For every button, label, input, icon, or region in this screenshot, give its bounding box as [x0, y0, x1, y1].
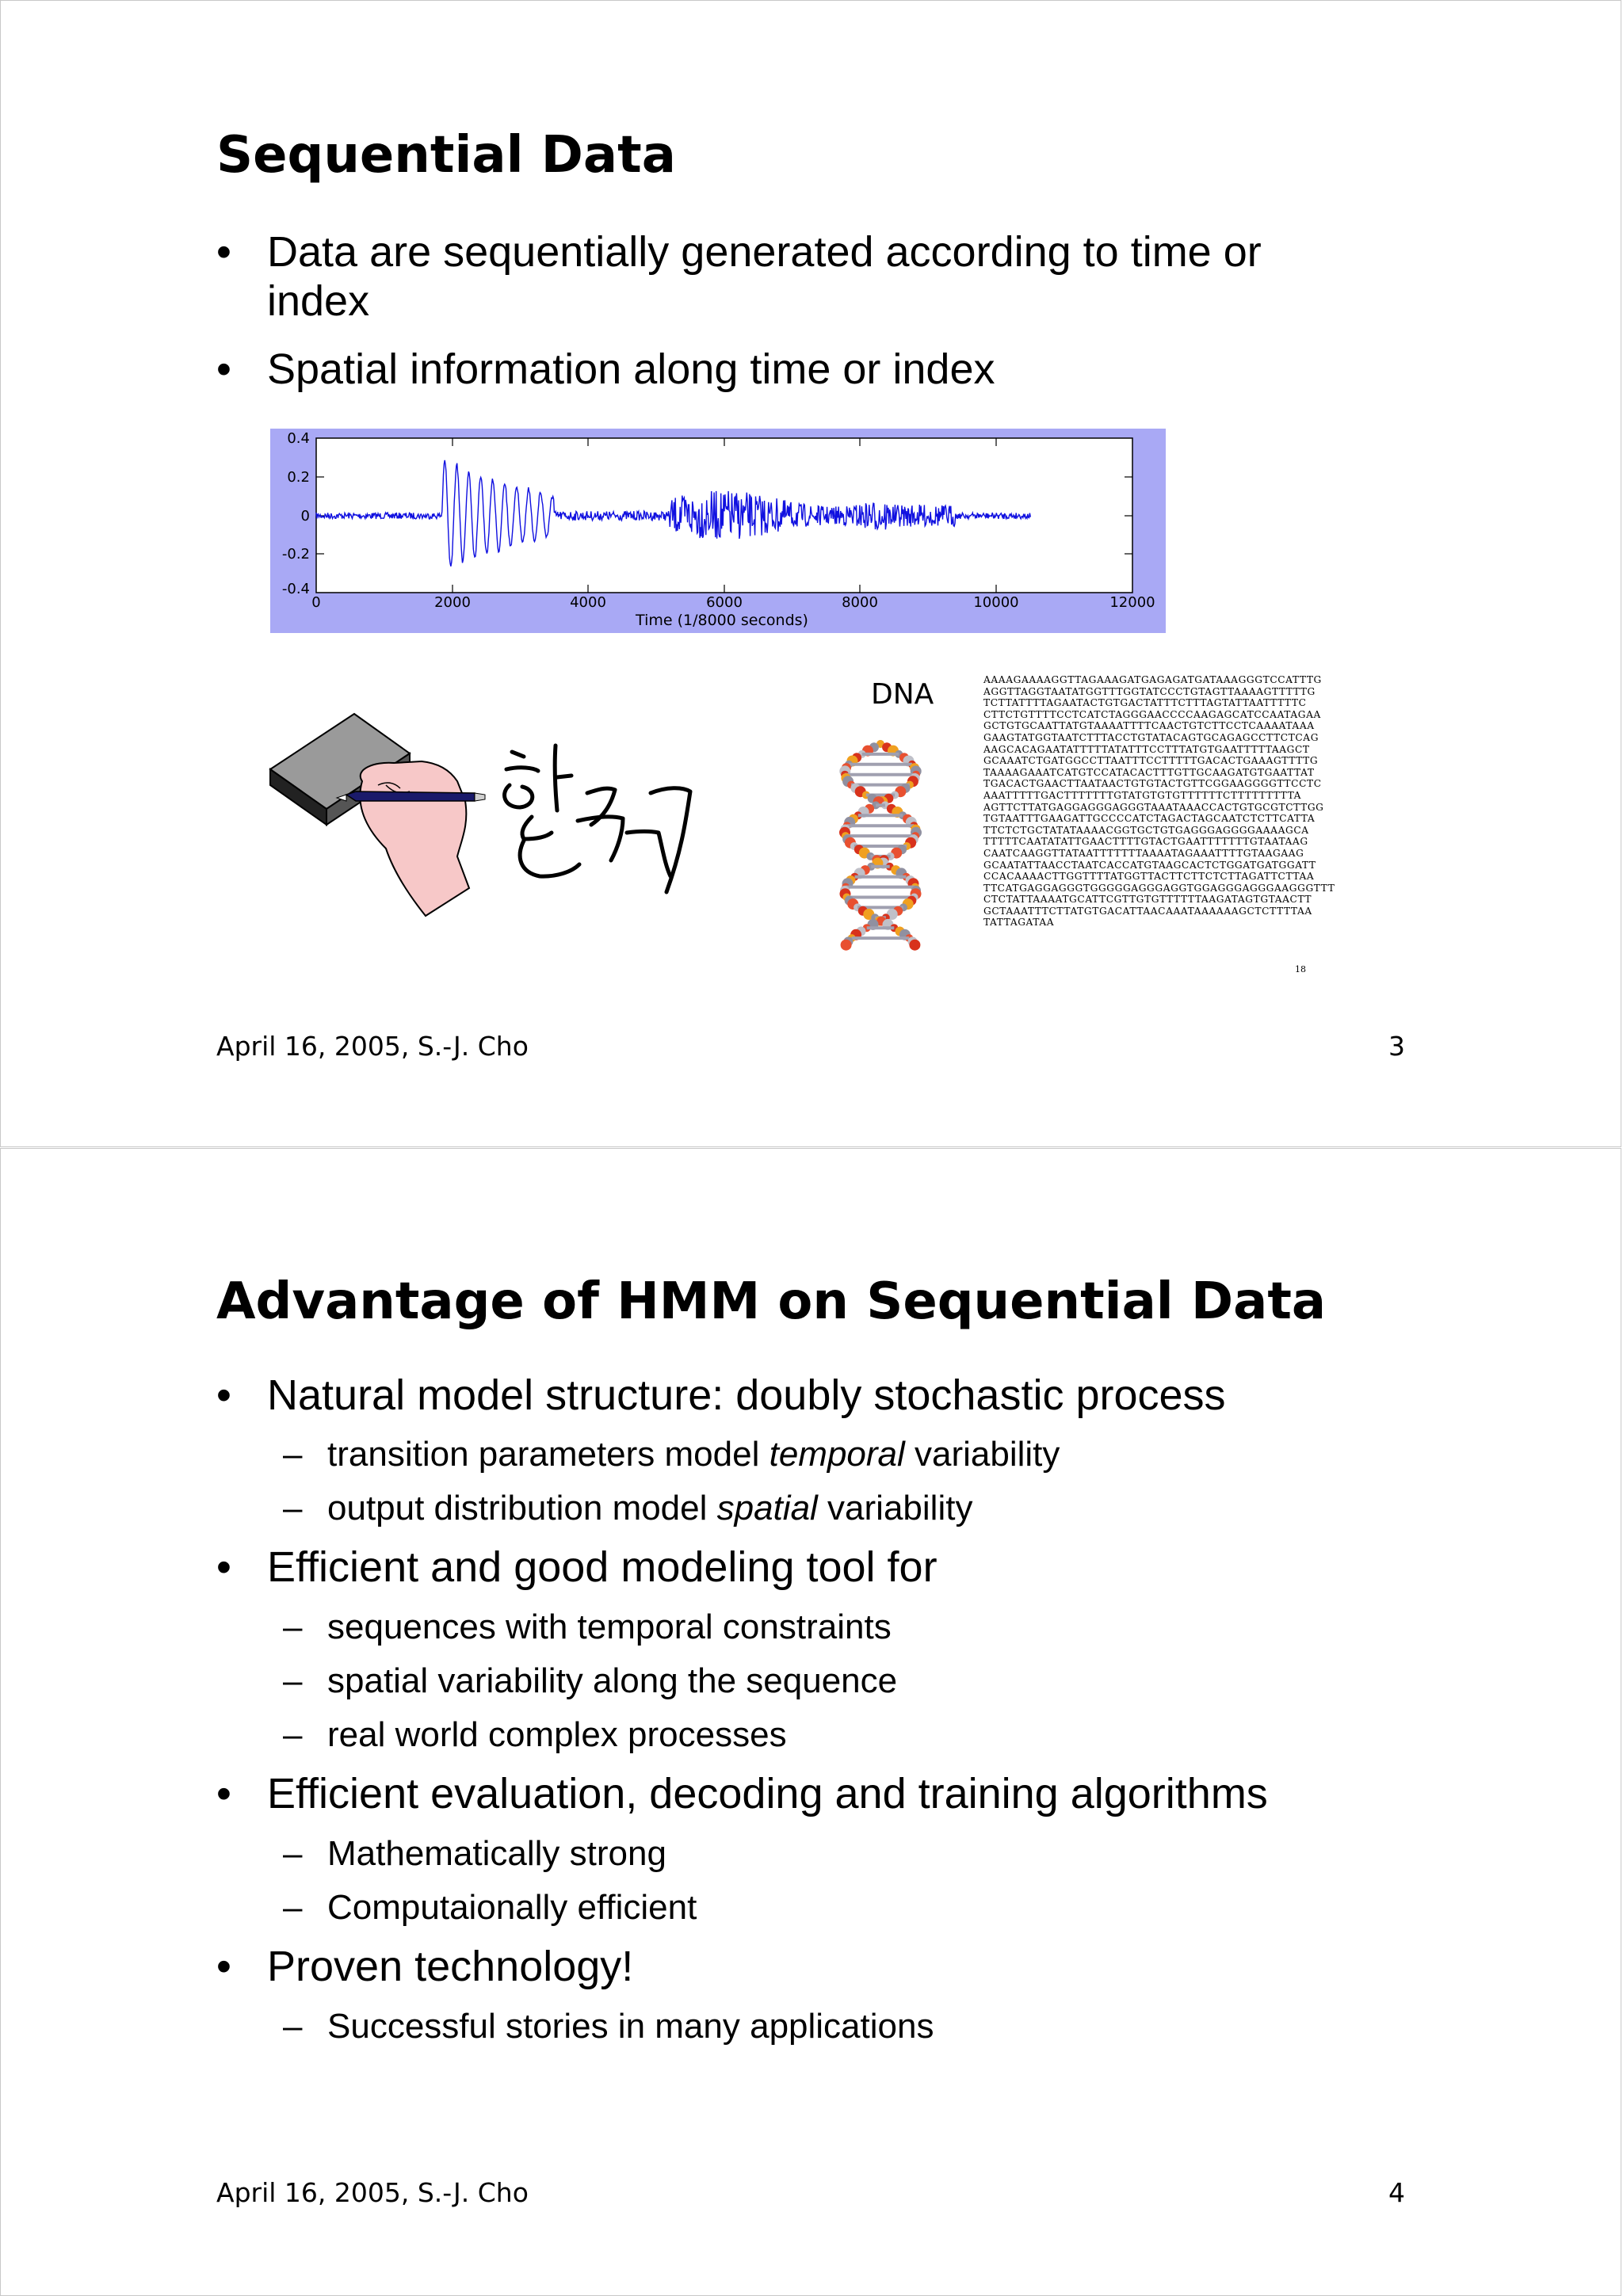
sub-bullet-text: Mathematically strong: [327, 1834, 666, 1873]
bullet-marker: •: [216, 1770, 231, 1817]
sub-bullet-text: spatial variability along the sequence: [327, 1661, 898, 1700]
x-tick-label: 2000: [434, 594, 471, 611]
y-tick-label: -0.2: [281, 546, 310, 563]
sub-bullet-text: [327, 1489, 972, 1528]
dna-sequence-line: GCAAATCTGATGGCCTTAATTTCCTTTTTGACACTGAAAGTTTTG: [983, 755, 1319, 767]
slide-title: Sequential Data: [216, 126, 676, 185]
footer-date-author: April 16, 2005, S.-J. Cho: [216, 2177, 529, 2208]
pen-tablet-illustration: [267, 706, 489, 920]
dna-page-number: 18: [1295, 964, 1306, 974]
dna-sequence-line: CTTCTGTTTTCCTCATCTAGGGAACCCCAAGAGCATCCAATAGAA: [983, 708, 1321, 720]
y-tick-label: 0.2: [287, 469, 310, 486]
dna-sequence-text: [983, 674, 1335, 929]
dna-sequence-line: AGTTCTTATGAGGAGGGAGGGTAAATAAACCACTGTGCGTCTTGG: [983, 801, 1324, 813]
dna-sequence-line: TTTTTCAATATATTGAACTTTTGTACTGAATTTTTTTGTAATAAG: [983, 836, 1308, 848]
bullet-text: Spatial information along time or index: [267, 345, 995, 393]
sub-bullet-text: Computaionally efficient: [327, 1888, 697, 1927]
x-tick-label: 12000: [1109, 594, 1155, 611]
dna-sequence-line: GCTAAATTTCTTATGTGACATTAACAAATAAAAAAGCTCTTTTAA: [983, 905, 1312, 917]
dna-sequence-line: CAATCAAGGTTATAATTTTTTTAAAATAGAAATTTTGTAAGAAG: [983, 847, 1304, 859]
x-axis-label: Time (1/8000 seconds): [636, 612, 808, 629]
bullet-text: Natural model structure: doubly stochastic process: [267, 1371, 1226, 1419]
bullet-text: Proven technology!: [267, 1943, 634, 1990]
dna-sequence-line: AAAAGAAAAGGTTAGAAAGATGAGAGATGATAAAGGGTCCATTTG: [983, 674, 1322, 685]
dna-sequence-line: AGGTTAGGTAATATGGTTTGGTATCCCTGTAGTTAAAAGTTTTTG: [983, 685, 1316, 697]
bullet-marker: •: [216, 345, 231, 393]
sub-bullet-marker: –: [283, 1489, 303, 1527]
dna-label: DNA: [871, 678, 934, 711]
y-tick-label: 0.4: [287, 430, 310, 447]
sub-bullet-marker: –: [283, 2007, 303, 2046]
bullet-marker: •: [216, 1543, 231, 1591]
dna-sequence-line: AAATTTTTGACTTTTTTTGTATGTGTGTTTTTTCTTTTTTTTTA: [983, 789, 1302, 801]
text-run: transition parameters model: [327, 1435, 769, 1474]
sub-bullet-text: Successful stories in many applications: [327, 2007, 934, 2046]
emphasis-text: spatial: [716, 1489, 818, 1527]
dna-sequence-line: TGTAATTTGAAGATTGCCCCATCTAGACTAGCAATCTCTTCATTA: [983, 813, 1316, 825]
helix-atom: [909, 940, 920, 951]
text-run: output distribution model: [327, 1489, 717, 1527]
x-tick-label: 10000: [973, 594, 1019, 611]
bullet-line: Data are sequentially generated according to time or: [267, 228, 1262, 276]
y-tick-label: -0.4: [281, 581, 310, 597]
dna-sequence-line: TCTTATTTTAGAATACTGTGACTATTTCTTTAGTATTAATTTTTC: [983, 697, 1307, 709]
sub-bullet-marker: –: [283, 1661, 303, 1700]
sub-bullet-text: real world complex processes: [327, 1715, 787, 1754]
slide-number: 3: [1388, 1031, 1405, 1062]
helix-atom: [841, 940, 852, 951]
dna-sequence-line: TATTAGATAA: [983, 917, 1055, 929]
x-tick-label: 0: [311, 594, 321, 611]
dna-sequence-line: TGACACTGAACTTAATAACTGTGTACTGTTCGGAAGGGGTTCCTC: [983, 778, 1322, 790]
bullet-line: index: [267, 277, 370, 325]
dna-sequence-line: TAAAAGAAATCATGTCCATACACTTTGTTGCAAGATGTGAATTAT: [983, 766, 1315, 778]
bullet-marker: •: [216, 1371, 231, 1419]
y-tick-label: 0: [300, 508, 310, 524]
emphasis-text: temporal: [769, 1435, 905, 1474]
x-tick-label: 6000: [706, 594, 743, 611]
sub-bullet-marker: –: [283, 1834, 303, 1873]
handwriting-sample: [492, 738, 714, 904]
bullet-text: Efficient evaluation, decoding and training algorithms: [267, 1770, 1268, 1817]
dna-sequence-line: AAGCACAGAATATTTTTATATTTCCTTTATGTGAATTTTTAAGCT: [983, 743, 1310, 755]
slide-number: 4: [1388, 2177, 1405, 2208]
dna-sequence-line: GCTGTGCAATTATGTAAAATTTTCAACTGTCTTCCTCAAAATAAA: [983, 720, 1315, 732]
dna-sequence-line: CTCTATTAAAATGCATTCGTTGTGTTTTTTAAGATAGTGTAACTT: [983, 894, 1312, 906]
dna-helix-image: [817, 738, 944, 952]
bullet-text: Efficient and good modeling tool for: [267, 1543, 938, 1591]
sub-bullet-marker: –: [283, 1715, 303, 1754]
dna-sequence-line: GAAGTATGGTAATCTTTACCTGTATACAGTGCAGAGCCTTCTCAG: [983, 731, 1319, 743]
bullet-text: [267, 227, 1262, 326]
slide-4: [0, 1148, 1621, 2296]
dna-sequence-line: CCACAAAACTTGGTTTTATGGTTACTTCTTCTCTTAGATTCTTAA: [983, 871, 1315, 883]
speech-waveform-chart: [270, 429, 1166, 633]
sub-bullet-marker: –: [283, 1888, 303, 1927]
sub-bullet-marker: –: [283, 1435, 303, 1474]
x-tick-label: 4000: [570, 594, 606, 611]
slide-title: Advantage of HMM on Sequential Data: [216, 1272, 1327, 1331]
x-tick-label: 8000: [842, 594, 878, 611]
text-run: variability: [817, 1489, 973, 1527]
dna-sequence-line: TTCTCTGCTATATAAAACGGTGCTGTGAGGGAGGGGAAAAGCA: [983, 824, 1309, 836]
sub-bullet-text: sequences with temporal constraints: [327, 1608, 892, 1646]
sub-bullet-marker: –: [283, 1608, 303, 1646]
dna-sequence-line: GCAATATTAACCTAATCACCATGTAAGCACTCTGGATGATGGATT: [983, 859, 1316, 871]
sub-bullet-text: [327, 1435, 1060, 1474]
text-run: variability: [904, 1435, 1060, 1474]
bullet-marker: •: [216, 1943, 231, 1990]
dna-sequence-line: TTCATGAGGAGGGTGGGGGAGGGAGGTGGAGGGAGGGAAGGGTTT: [983, 882, 1335, 894]
bullet-marker: •: [216, 228, 231, 276]
footer-date-author: April 16, 2005, S.-J. Cho: [216, 1031, 529, 1062]
slide-3: [0, 0, 1621, 1147]
